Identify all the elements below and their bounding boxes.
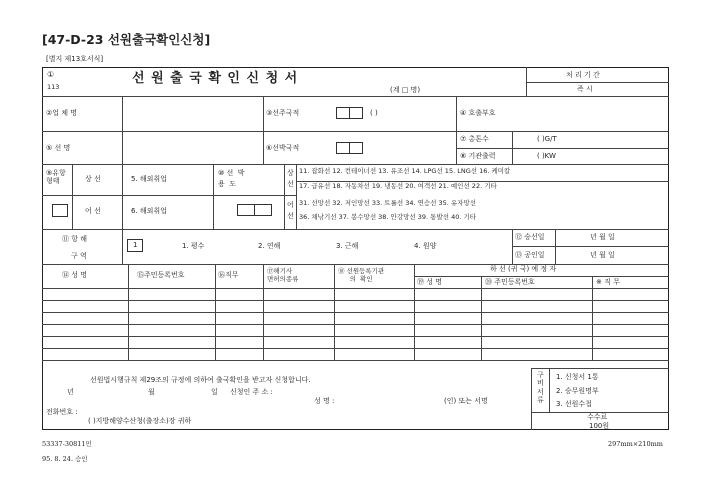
fee-value: 100원	[589, 422, 610, 430]
ship-flag-box-2[interactable]	[349, 142, 363, 154]
engine-output-label: ⑧ 기관출력	[460, 152, 496, 160]
col-duty: ⑯직무	[218, 271, 239, 279]
ship-nation-box-2[interactable]	[349, 107, 363, 119]
ship-nation-label: ③선주국적	[266, 109, 300, 117]
fishing-checkbox[interactable]	[52, 204, 68, 217]
seal-or-signature: (인) 또는 서명	[444, 397, 488, 405]
form-number: [별지 제13호서식]	[46, 55, 104, 63]
attachment-2: 2. 승무원명부	[556, 387, 599, 395]
attachments-label: 구 비 서 류	[537, 371, 544, 405]
applicant-name: 성 명 :	[314, 397, 335, 405]
gross-ton-label: ⑦ 총톤수	[460, 135, 489, 143]
work-type-label: ⑨유항형태	[46, 169, 66, 186]
engine-output-unit: ( )KW	[537, 152, 556, 160]
col-license-type: ⑰해기사 면허의종류	[267, 267, 299, 284]
gross-ton-unit: ( )G/T	[537, 135, 557, 143]
col-duty-2: ※ 직 무	[596, 278, 620, 286]
approval-date: 95. 8. 24. 승인	[42, 455, 88, 463]
applicant-address: 신청인 주 소 :	[230, 388, 273, 396]
date-month: 월	[148, 388, 155, 396]
date-day: 일	[211, 388, 218, 396]
disembark-group-title: 하 선 (귀 국) 예 정 자	[490, 265, 557, 273]
col-resident-id: ⑮주민등록번호	[137, 271, 185, 279]
fishing-types-line1: 31. 선망선 32. 저인망선 33. 트롤선 34. 연승선 35. 유자망선	[299, 199, 477, 207]
boarding-date-format: 년 월 일	[590, 233, 615, 241]
company-label: ②업 체 명	[46, 109, 78, 117]
col-name-2: ⑲ 성 명	[417, 278, 442, 286]
nav-area-box-value: 1	[133, 241, 138, 249]
ship-nation-paren: ( )	[370, 109, 378, 117]
merchant-types-line1: 11. 잡화선 12. 컨테이너선 13. 유조선 14. LPG선 15. LNG선 16. 케미칼	[299, 167, 511, 175]
nav-option-3: 3. 근해	[336, 242, 359, 250]
nav-option-2: 2. 연해	[258, 242, 281, 250]
phone-label: 전화번호 :	[46, 408, 78, 416]
attachment-1: 1. 신청서 1통	[556, 373, 599, 381]
ship-flag-box[interactable]	[336, 142, 350, 154]
col-register-confirm: ⑱ 선원등록기관 의 확인	[338, 267, 385, 284]
ship-nation-box[interactable]	[336, 107, 350, 119]
form-title: 선 원 출 국 확 인 신 청 서	[132, 71, 299, 86]
fishing-work-option: 6. 해외취업	[131, 207, 167, 215]
fishing-ship-label: 어 선	[85, 207, 101, 215]
form-code: 53337-30811민	[42, 440, 92, 448]
call-sign-label: ④ 호출부호	[460, 109, 496, 117]
fishing-tag: 어 선	[287, 201, 294, 220]
merchant-types-line2: 17. 급유선 18. 자동차선 19. 냉동선 20. 여객선 21. 예인선 22. 기타	[299, 182, 497, 190]
merchant-ship-label: 상 선	[85, 175, 101, 183]
declaration-text: 선원법시행규칙 제29조의 규정에 의하여 출국확인을 받고자 신청합니다.	[90, 376, 311, 384]
ship-use-box[interactable]	[237, 204, 255, 216]
nav-option-4: 4. 원양	[414, 242, 437, 250]
ship-use-box-2[interactable]	[254, 204, 272, 216]
addressee: ( )지방해양수산청(출장소)장 귀하	[88, 417, 192, 425]
processing-period-label: 처 리 기 간	[566, 71, 600, 79]
public-date-label: ⑬ 공인일	[515, 251, 545, 259]
ship-use-label: ⑩ 선 박 용 도	[218, 169, 245, 189]
nav-area-label-2: 구 역	[71, 252, 87, 260]
merchant-tag: 상 선	[287, 169, 294, 188]
col-resident-id-2: ⑳ 주민등록번호	[485, 278, 535, 286]
fishing-types-line2: 36. 채낚기선 37. 봉수망선 38. 안강망선 39. 통발선 40. 기타	[299, 213, 477, 221]
ship-flag-label: ⑥선박국적	[266, 144, 300, 152]
ship-name-label: ⑤ 선 명	[46, 144, 71, 152]
col-name: ⑭ 성 명	[62, 271, 87, 279]
fee-label: 수수료	[587, 413, 608, 421]
item-number: ①	[47, 70, 55, 79]
attachment-3: 3. 선원수첩	[556, 400, 592, 408]
public-date-format: 년 월 일	[590, 251, 615, 259]
processing-period-value: 즉 시	[577, 85, 593, 93]
nav-area-label-1: ⑪ 항 해	[62, 235, 87, 243]
nav-option-1: 1. 평수	[182, 242, 205, 250]
date-year: 년	[67, 388, 74, 396]
boarding-date-label: ⑫ 승선일	[515, 233, 545, 241]
count-note: (계 □ 명)	[390, 86, 421, 94]
item-number-sub: 113	[47, 83, 60, 91]
merchant-work-option: 5. 해외취업	[131, 175, 167, 183]
document-title: [47-D-23 선원출국확인신청]	[42, 32, 211, 47]
paper-size: 297mm×210mm	[608, 440, 663, 448]
